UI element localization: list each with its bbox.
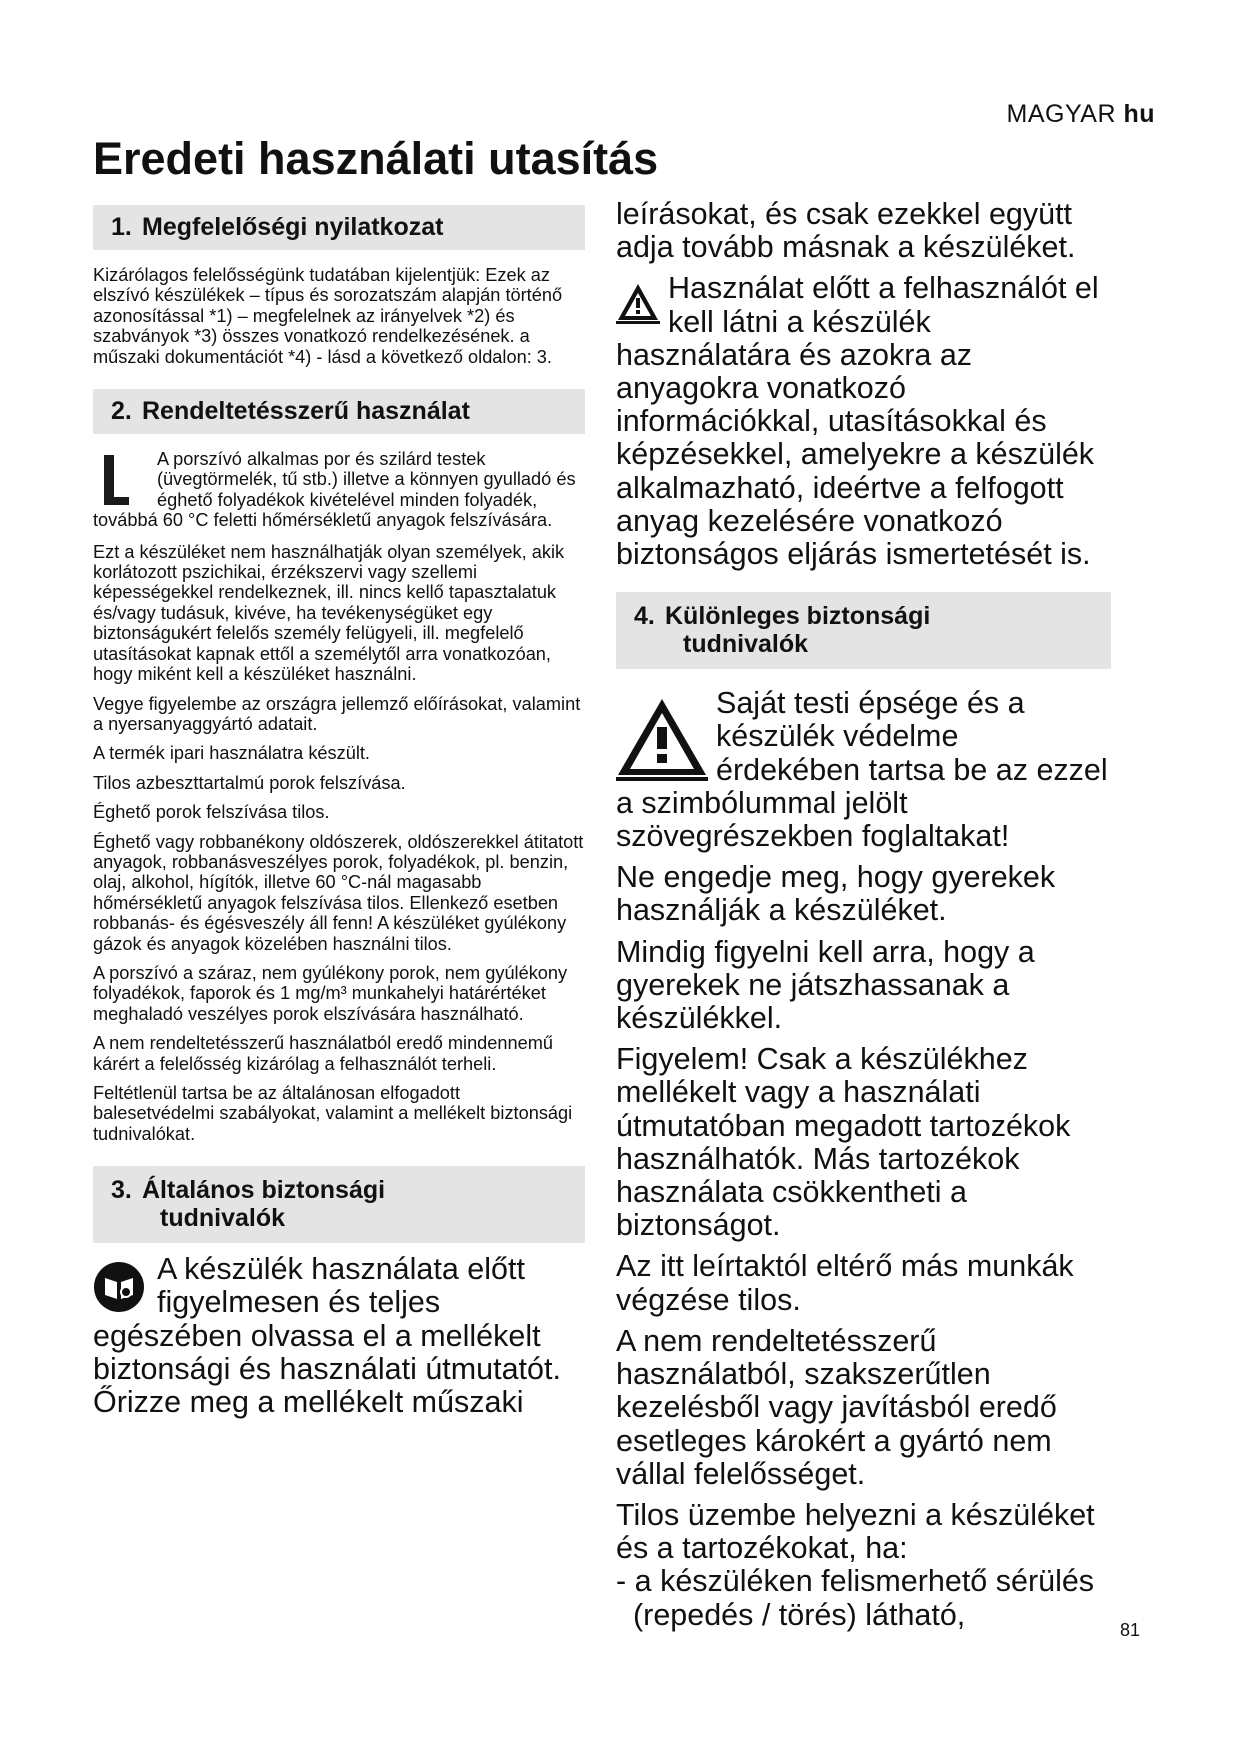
section-4-title-line1: Különleges biztonsági bbox=[665, 602, 931, 631]
left-column bbox=[93, 205, 585, 1427]
language-name: MAGYAR bbox=[1006, 100, 1116, 128]
intended-use-block bbox=[93, 449, 585, 531]
training-warning-text: Használat előtt a felhasználót el kell látni a készülék használatára és azokra az anyagokra vonatkozó információkkal, utasításokkal és képzésekkel, amelyekre a készülék alkalmazható, ideértve a felfogott anyag kezelésére vonatkozó biztonságos eljárás ismertetését is. bbox=[616, 271, 1099, 572]
section-2-paragraph-8: A nem rendeltetésszerű használatból eredő mindennemű kárért a felelősség kizárólag a felhasználót terheli. bbox=[93, 1033, 554, 1074]
section-2-heading bbox=[93, 389, 585, 434]
section-2-paragraph-9: Feltétlenül tartsa be az általánosan elfogadott balesetvédelmi szabályokat, valamint a mellékelt biztonsági tudnivalókat. bbox=[93, 1083, 573, 1144]
l-class-icon bbox=[104, 455, 129, 505]
section-3-number: 3. bbox=[111, 1176, 132, 1205]
section-4-list-intro: Tilos üzembe helyezni a készüléket és a tartozékokat, ha: bbox=[616, 1497, 1095, 1566]
symbol-warning-block bbox=[616, 687, 1111, 853]
section-4-paragraph-5: A nem rendeltetésszerű használatból, szakszerűtlen kezelésből vagy javításból eredő esetleges károkért a gyártó nem vállal felelősséget. bbox=[616, 1323, 1057, 1491]
section-4-list-item: - a készüléken felismerhető sérülés (repedés / törés) látható, bbox=[616, 1564, 1095, 1632]
section-2-paragraph-5: Éghető porok felszívása tilos. bbox=[93, 802, 330, 823]
right-column bbox=[616, 198, 1111, 1640]
section-4-number: 4. bbox=[634, 602, 655, 631]
section-2-title: Rendeltetésszerű használat bbox=[142, 397, 470, 426]
symbol-warning-text: Saját testi épsége és a készülék védelme érdekében tartsa be az ezzel a szimbólummal jelölt szövegrészekben foglaltakat! bbox=[616, 686, 1108, 854]
page-number: 81 bbox=[1120, 1620, 1141, 1640]
section-4-paragraph-3: Figyelem! Csak a készülékhez mellékelt vagy a használati útmutatóban megadott tartozékok használhatók. Más tartozékok használata csökkentheti a biztonságot. bbox=[616, 1042, 1071, 1243]
training-warning-block bbox=[616, 272, 1111, 571]
section-2-paragraph-3: A termék ipari használatra készült. bbox=[93, 743, 370, 764]
section-2-paragraph-1: Ezt a készüléket nem használhatják olyan személyek, akik korlátozott pszichikai, érzékszervi vagy szellemi képességekkel rendelkeznek, ill. nincs kellő tapasztalatuk és/vagy tudásuk, kivéve, ha tevékenységüket egy biztonságukért felelős személy felügyeli, ill. megfelelő utasításokat kapnak ettől a személytől arra vonatkozóan, hogy miként kell a készüléket használni. bbox=[93, 541, 565, 685]
section-2-paragraph-2: Vegye figyelembe az országra jellemző előírásokat, valamint a nyersanyaggyártó adatait. bbox=[93, 693, 581, 734]
section-2-paragraph-6: Éghető vagy robbanékony oldószerek, oldószerekkel átitatott anyagok, robbanásveszélyes porok, folyadékok, pl. benzin, olaj, alkohol, hígítók, illetve 60 °C-nál magasabb hőmérsékletű anyagok felszívása tilos. Ellenkező esetben robbanás- és égésveszély áll fenn! A készüléket gyúlékony gázok és anyagok közelében használni tilos. bbox=[93, 831, 584, 954]
page-title: Eredeti használati utasítás bbox=[93, 133, 659, 184]
section-4-heading bbox=[616, 592, 1111, 669]
section-3-heading bbox=[93, 1166, 585, 1243]
section-4-paragraph-2: Mindig figyelni kell arra, hogy a gyerekek ne játszhassanak a készülékkel. bbox=[616, 934, 1035, 1036]
section-2-paragraph-7: A porszívó a száraz, nem gyúlékony porok, nem gyúlékony folyadékok, faporok és 1 mg/m³ munkahelyi határértéket meghaladó veszélyes porok elszívására használható. bbox=[93, 962, 568, 1024]
section-1-number: 1. bbox=[111, 213, 132, 241]
section-2-paragraph-4: Tilos azbeszttartalmú porok felszívása. bbox=[93, 772, 406, 793]
intended-use-text: A porszívó alkalmas por és szilárd testek (üvegtörmelék, tű stb.) illetve a könnyen gyulladó és éghető folyadékok kivételével minden folyadék, továbbá 60 °C feletti hőmérsékletű anyagok felszívására. bbox=[93, 449, 576, 531]
section-2-number: 2. bbox=[111, 397, 132, 426]
conformity-paragraph: Kizárólagos felelősségünk tudatában kijelentjük: Ezek az elszívó készülékek – típus és sorozatszám alapján történő azonosítással *1) – megfelelnek az irányelvek *2) és szabványok *3) összes vonatkozó rendelkezésének. a műszaki dokumentációt *4) - lásd a következő oldalon: 3. bbox=[93, 265, 563, 367]
section-4-paragraph-1: Ne engedje meg, hogy gyerekek használják a készüléket. bbox=[616, 860, 1056, 928]
section-3-title-line1: Általános biztonsági bbox=[142, 1176, 386, 1205]
section-3-continuation: leírásokat, és csak ezekkel együtt adja tovább másnak a készüléket. bbox=[616, 197, 1076, 265]
language-label bbox=[1007, 100, 1156, 129]
section-3-title-line2: tudnivalók bbox=[160, 1204, 286, 1233]
language-code: hu bbox=[1123, 100, 1155, 128]
warning-triangle-icon bbox=[616, 280, 660, 324]
read-manual-text: A készülék használata előtt figyelmesen és teljes egészében olvassa el a mellékelt biztonsági és használati útmutatót. Őrizze meg a mellékelt műszaki bbox=[93, 1252, 561, 1420]
section-1-title: Megfelelőségi nyilatkozat bbox=[142, 213, 444, 241]
read-manual-icon bbox=[93, 1261, 145, 1313]
section-4-title-line2: tudnivalók bbox=[683, 630, 809, 659]
section-4-paragraph-4: Az itt leírtaktól eltérő más munkák végzése tilos. bbox=[616, 1249, 1074, 1317]
section-1-heading bbox=[93, 205, 585, 250]
warning-triangle-large-icon bbox=[616, 697, 708, 781]
read-manual-block bbox=[93, 1253, 585, 1419]
